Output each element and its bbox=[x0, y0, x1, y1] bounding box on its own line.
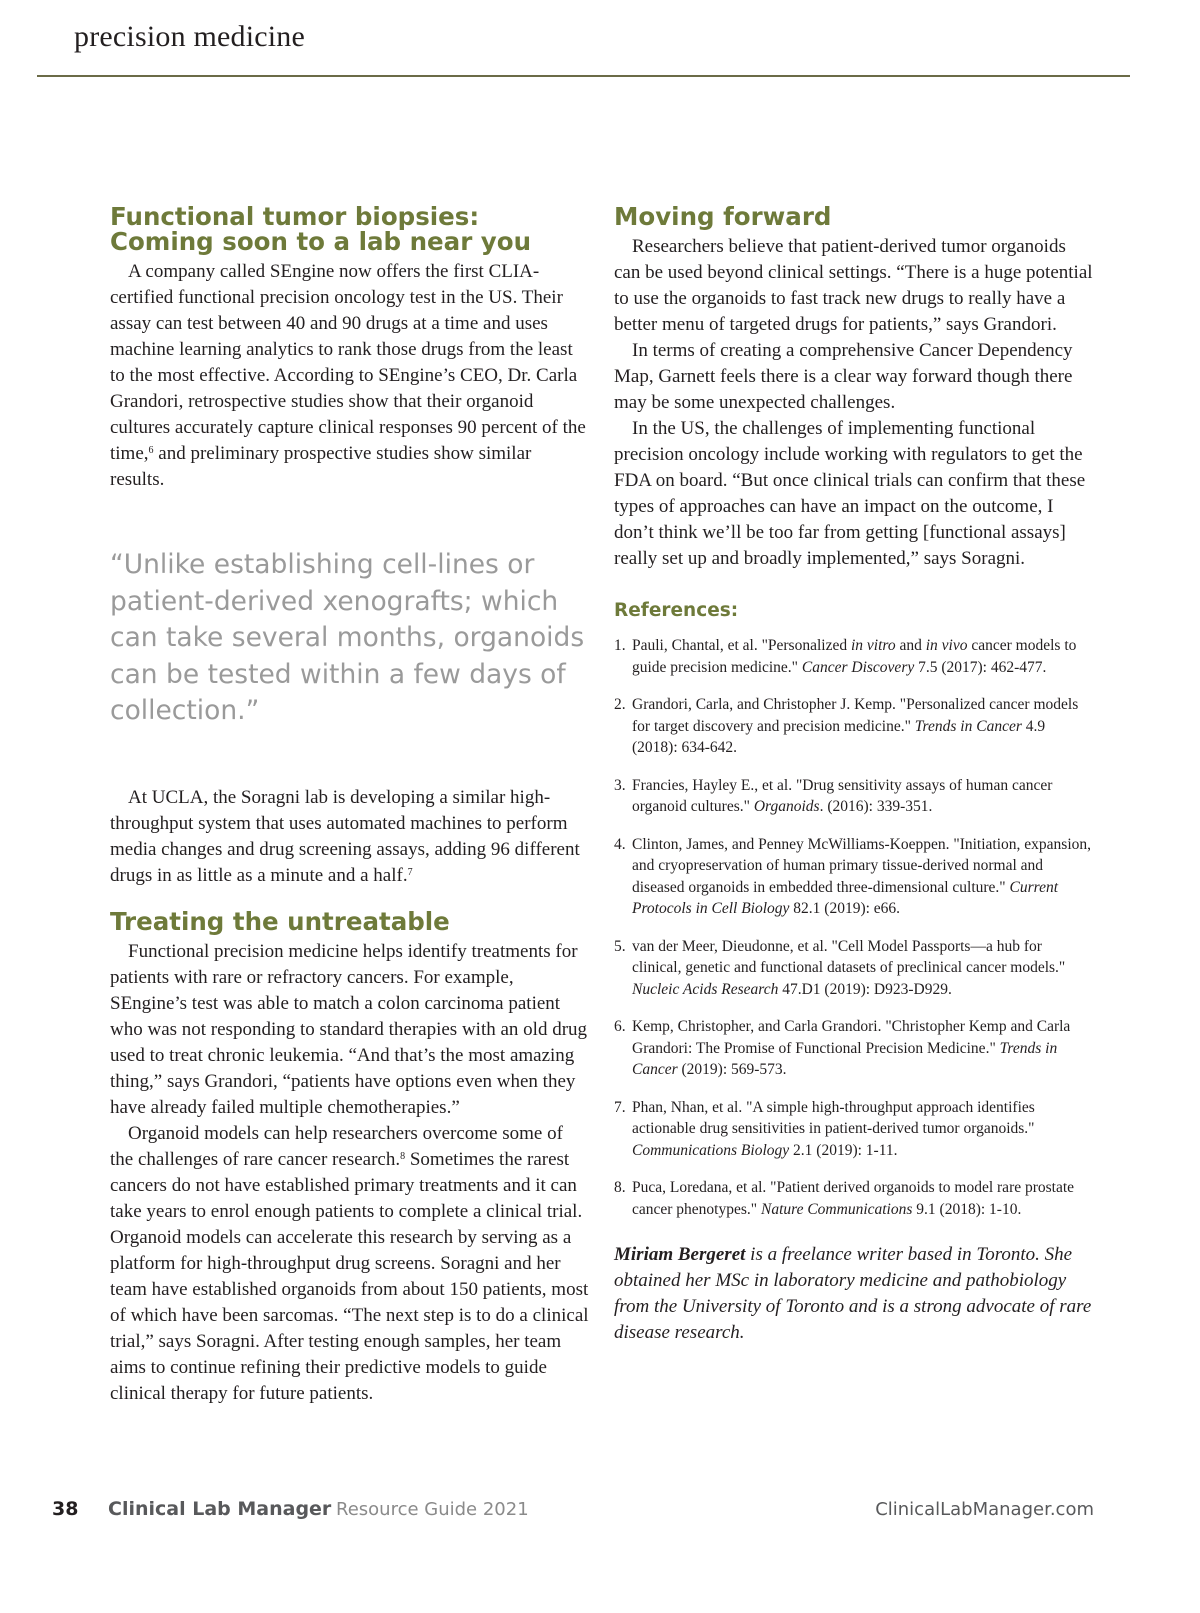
paragraph: In the US, the challenges of implementing functional precision oncology include working with regulators to get the FDA on board. “But once clinical trials can confirm that these types of approaches can have an impact on the outcome, I don’t think we’ll be too far from getting [functional assays] really set up and broadly implemented,” says Soragni. bbox=[614, 418, 1086, 569]
article-body bbox=[110, 939, 590, 1407]
paragraph: Functional precision medicine helps identify treatments for patients with rare or refractory cancers. For example, SEngine’s test was able to match a colon carcinoma patient who was not responding to standard therapies with an old drug used to treat chronic leukemia. “And that’s the most amazing thing,” says Grandori, “patients have options even when they have already failed multiple chemotherapies.” bbox=[110, 940, 588, 1118]
reference-item: 2. Grandori, Carla, and Christopher J. Kemp. "Personalized cancer models for target discovery and precision medicine." Trends in Cancer 4.9 (2018): 634-642. bbox=[614, 696, 1079, 756]
reference-item: 6. Kemp, Christopher, and Carla Grandori. "Christopher Kemp and Carla Grandori: The Promise of Functional Precision Medicine." Trends in Cancer (2019): 569-573. bbox=[614, 1018, 1071, 1078]
magazine-name: Clinical Lab Manager bbox=[108, 1498, 332, 1520]
journal-title: Current Protocols in Cell Biology bbox=[632, 878, 1059, 917]
journal-title: Trends in Cancer bbox=[632, 1039, 1058, 1078]
footnote-ref: 7 bbox=[407, 866, 413, 878]
journal-title: Nucleic Acids Research bbox=[632, 980, 779, 998]
right-column bbox=[614, 204, 1094, 1346]
reference-item: 5. van der Meer, Dieudonne, et al. "Cell Model Passports—a hub for clinical, genetic and functional datasets of preclinical cancer models." Nucleic Acids Research 47.D1 (2019): D923-D929. bbox=[614, 937, 1066, 998]
paragraph: In terms of creating a comprehensive Cancer Dependency Map, Garnett feels there is a clear way forward though there may be some unexpected challenges. bbox=[614, 340, 1073, 413]
reference-item: 1. Pauli, Chantal, et al. "Personalized in vitro and in vivo cancer models to guide precision medicine." Cancer Discovery 7.5 (2017): 462-477. bbox=[614, 637, 1077, 676]
heading-functional-tumor-biopsies: Functional tumor biopsies: Coming soon to a lab near you bbox=[110, 202, 532, 256]
heading-treating-the-untreatable: Treating the untreatable bbox=[110, 906, 450, 936]
paragraph: Organoid models can help researchers overcome some of the challenges of rare cancer research.$^8$ Sometimes the rarest cancers do not have established primary treatments and it can take years to enrol enough patients to complete a clinical trial. Organoid models can accelerate this research by serving as a platform for high-throughput drug screens. Soragni and her team have established organoids from about 150 patients, most of which have been sarcomas. “The next step is to do a clinical trial,” says Soragni. After testing enough samples, her team aims to continue refining their predictive models to guide clinical therapy for future patients. bbox=[110, 1122, 589, 1404]
pull-quote: “Unlike establishing cell-lines or patient-derived xenografts; which can take several months, organoids can be tested within a few days of collection.” bbox=[110, 549, 585, 726]
header-rule bbox=[37, 75, 1130, 77]
section-title: precision medicine bbox=[74, 20, 306, 53]
reference-item: 7. Phan, Nhan, et al. "A simple high-throughput approach identifies actionable drug sensitivities in patient-derived tumor organoids." Communications Biology 2.1 (2019): 1-11. bbox=[614, 1098, 1035, 1159]
footnote-ref: 8 bbox=[400, 1150, 406, 1162]
journal-title: Communications Biology bbox=[632, 1141, 790, 1159]
article-body bbox=[110, 259, 590, 493]
journal-title: Cancer Discovery bbox=[801, 658, 915, 676]
reference-item: 3. Francies, Hayley E., et al. "Drug sensitivity assays of human cancer organoid cultures." Organoids. (2016): 339-351. bbox=[614, 776, 1053, 815]
article-body bbox=[110, 785, 590, 889]
author-bio: Miriam Bergeret is a freelance writer based in Toronto. She obtained her MSc in laboratory medicine and pathobiology from the University of Toronto and is a strong advocate of rare disease research. bbox=[614, 1244, 1092, 1343]
page-footer bbox=[0, 1498, 1200, 1528]
journal-title: Organoids bbox=[753, 798, 820, 815]
paragraph: A company called SEngine now offers the first CLIA-certified functional precision oncology test in the US. Their assay can test between 40 and 90 drugs at a time and uses machine learning analytics to rank those drugs from the least to the most effective. According to SEngine’s CEO, Dr. Carla Grandori, retrospective studies show that their organoid cultures accurately capture clinical responses 90 percent of the time,$^6$ and preliminary prospective studies show similar results. bbox=[110, 261, 586, 490]
paragraph: At UCLA, the Soragni lab is developing a similar high-throughput system that uses automated machines to perform media changes and drug screening assays, adding 96 different drugs in as little as a minute and a half.$^7$ bbox=[110, 786, 580, 886]
page-number: 38 bbox=[52, 1498, 79, 1520]
journal-title: Nature Communications bbox=[760, 1200, 913, 1218]
reference-item: 8. Puca, Loredana, et al. "Patient derived organoids to model rare prostate cancer phenotypes." Nature Communications 9.1 (2018): 1-10. bbox=[614, 1179, 1075, 1218]
website-url: ClinicalLabManager.com bbox=[875, 1499, 1094, 1520]
heading-moving-forward: Moving forward bbox=[614, 202, 832, 231]
references-list bbox=[614, 635, 1094, 1220]
left-column bbox=[110, 204, 590, 1407]
footnote-ref: 6 bbox=[148, 445, 154, 456]
edition-label: Resource Guide 2021 bbox=[336, 1499, 529, 1520]
article-body bbox=[614, 234, 1094, 572]
paragraph: Researchers believe that patient-derived tumor organoids can be used beyond clinical settings. “There is a huge potential to use the organoids to fast track new drugs to really have a better menu of targeted drugs for patients,” says Grandori. bbox=[614, 236, 1093, 335]
reference-item: 4. Clinton, James, and Penney McWilliams-Koeppen. "Initiation, expansion, and cryopreservation of human primary tissue-derived normal and diseased organoids in embedded three-dimensional culture." Current Protocols in Cell Biology 82.1 (2019): e66. bbox=[614, 835, 1091, 917]
author-name: Miriam Bergeret bbox=[614, 1244, 746, 1265]
journal-title: Trends in Cancer bbox=[914, 717, 1022, 735]
references-heading: References: bbox=[614, 600, 739, 621]
